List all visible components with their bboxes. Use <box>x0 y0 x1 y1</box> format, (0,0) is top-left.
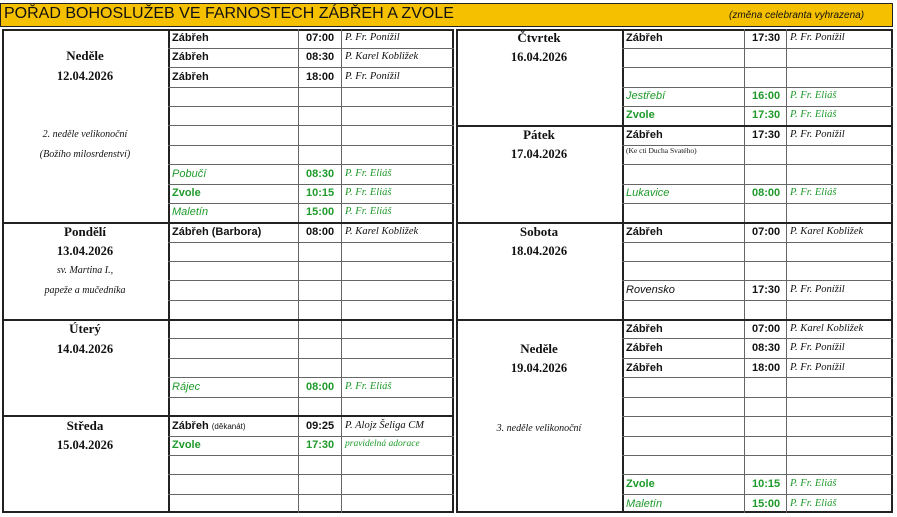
mass-time: 17:30 <box>752 109 781 121</box>
mass-place: Zábřeh <box>626 323 663 335</box>
mass-subtitle: (Ke cti Ducha Svatého) <box>626 146 697 155</box>
mass-time: 07:00 <box>306 32 335 44</box>
day-name: Středa <box>66 418 104 433</box>
mass-place: Zvole <box>626 109 655 121</box>
mass-priest: P. Fr. Ponížil <box>790 129 845 140</box>
mass-priest: P. Fr. Eliáš <box>790 187 837 198</box>
mass-time: 15:00 <box>752 498 781 510</box>
mass-priest: P. Karel Kobližek <box>790 226 864 237</box>
mass-place: Zábřeh <box>626 32 663 44</box>
mass-place: Zábřeh <box>172 51 209 63</box>
mass-priest: P. Fr. Ponížil <box>345 71 400 82</box>
mass-place <box>172 420 246 432</box>
day-name: Sobota <box>519 224 559 239</box>
day-name: Pátek <box>523 127 555 142</box>
mass-priest: P. Fr. Eliáš <box>790 109 837 120</box>
mass-time: 16:00 <box>752 90 781 102</box>
mass-place: Rovensko <box>626 284 675 296</box>
mass-place: Zábřeh <box>626 342 663 354</box>
mass-place: Zvole <box>172 187 201 199</box>
page-title: POŘAD BOHOSLUŽEB VE FARNOSTECH ZÁBŘEH A ZVOLE <box>4 5 454 22</box>
day-date: 19.04.2026 <box>510 361 568 375</box>
day-name: Neděle <box>520 341 558 356</box>
mass-priest: P. Fr. Eliáš <box>345 206 392 217</box>
mass-place: Zábřeh (Barbora) <box>172 226 262 238</box>
header-note: (změna celebranta vyhrazena) <box>729 10 865 21</box>
mass-priest: P. Fr. Ponížil <box>345 32 400 43</box>
mass-time: 07:00 <box>752 226 781 238</box>
mass-time: 18:00 <box>752 362 781 374</box>
mass-place: Zábřeh <box>626 362 663 374</box>
day-date: 18.04.2026 <box>510 244 568 258</box>
mass-time: 18:00 <box>306 71 335 83</box>
mass-time: 08:00 <box>752 187 781 199</box>
mass-priest: P. Fr. Eliáš <box>790 90 837 101</box>
day-name: Úterý <box>69 321 101 336</box>
mass-priest: P. Fr. Eliáš <box>345 187 392 198</box>
mass-time: 10:15 <box>752 478 781 490</box>
mass-time: 10:15 <box>306 187 335 199</box>
mass-time: 08:30 <box>306 168 335 180</box>
day-date: 12.04.2026 <box>56 69 114 83</box>
day-note: 3. neděle velikonoční <box>496 423 582 434</box>
mass-place: Pobučí <box>172 168 207 180</box>
mass-priest: P. Fr. Ponížil <box>790 362 845 373</box>
mass-time: 17:30 <box>752 284 781 296</box>
day-date: 17.04.2026 <box>510 147 568 161</box>
mass-time: 08:00 <box>306 381 335 393</box>
mass-place: Rájec <box>172 381 201 393</box>
mass-priest: P. Fr. Ponížil <box>790 284 845 295</box>
mass-priest: P. Karel Kobližek <box>345 51 419 62</box>
mass-priest: P. Fr. Ponížil <box>790 342 845 353</box>
mass-time: 08:00 <box>306 226 335 238</box>
mass-priest: P. Karel Kobližek <box>790 323 864 334</box>
mass-priest: P. Fr. Eliáš <box>345 168 392 179</box>
mass-place: Zábřeh <box>626 129 663 141</box>
mass-priest: P. Fr. Eliáš <box>790 498 837 509</box>
day-date: 14.04.2026 <box>56 342 114 356</box>
mass-priest: P. Fr. Eliáš <box>790 478 837 489</box>
mass-place: Zábřeh <box>172 71 209 83</box>
day-note: sv. Martina I., <box>56 265 114 276</box>
mass-priest: P. Alojz Šeliga CM <box>345 420 424 431</box>
day-date: 16.04.2026 <box>510 50 568 64</box>
day-name: Čtvrtek <box>517 30 561 45</box>
day-name: Pondělí <box>64 224 106 239</box>
mass-time: 17:30 <box>752 32 781 44</box>
mass-place: Maletín <box>172 206 209 218</box>
mass-time: 07:00 <box>752 323 781 335</box>
mass-time: 08:30 <box>752 342 781 354</box>
day-date: 15.04.2026 <box>56 438 114 452</box>
mass-time: 09:25 <box>306 420 335 432</box>
day-name: Neděle <box>66 48 104 63</box>
mass-place: Zábřeh <box>172 32 209 44</box>
mass-place-detail: (děkanát) <box>211 422 246 431</box>
mass-place: Zvole <box>626 478 655 490</box>
mass-priest: P. Fr. Eliáš <box>345 381 392 392</box>
mass-time: 17:30 <box>752 129 781 141</box>
mass-priest: P. Karel Kobližek <box>345 226 419 237</box>
mass-place-name: Zábřeh <box>172 420 209 432</box>
mass-time: 17:30 <box>306 439 335 451</box>
mass-priest: P. Fr. Ponížil <box>790 32 845 43</box>
mass-place: Maletín <box>626 498 663 510</box>
day-date: 13.04.2026 <box>56 244 114 258</box>
mass-place: Zvole <box>172 439 201 451</box>
mass-place: Jestřebí <box>626 90 666 102</box>
day-note: (Božího milosrdenství) <box>39 149 131 160</box>
header-bar <box>0 3 893 27</box>
mass-time: 08:30 <box>306 51 335 63</box>
right-table-frame <box>456 29 893 513</box>
mass-place: Lukavice <box>626 187 670 199</box>
mass-time: 15:00 <box>306 206 335 218</box>
mass-place: Zábřeh <box>626 226 663 238</box>
mass-priest: pravidelná adorace <box>345 439 420 449</box>
day-note: 2. neděle velikonoční <box>42 129 128 140</box>
day-note: papeže a mučedníka <box>44 285 126 296</box>
